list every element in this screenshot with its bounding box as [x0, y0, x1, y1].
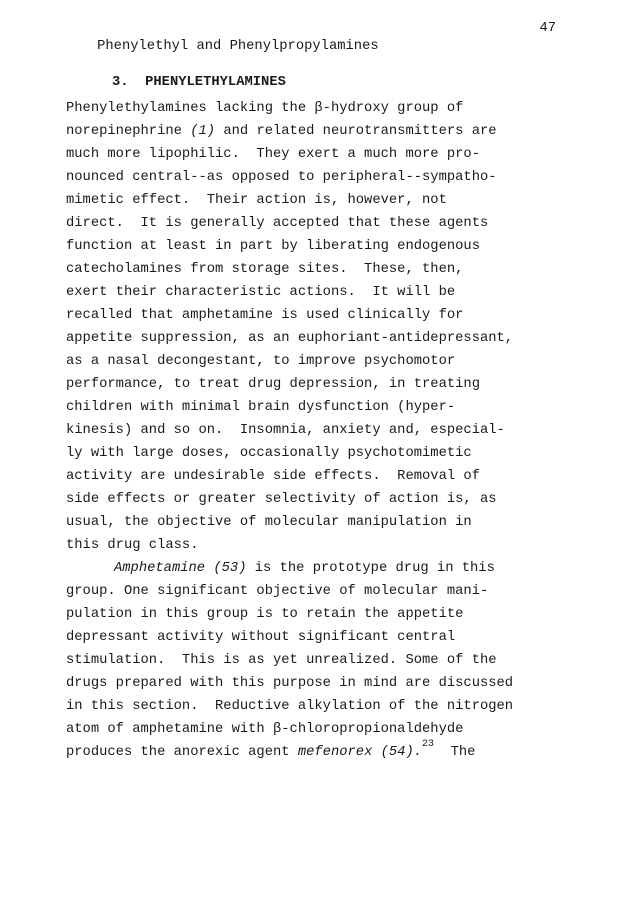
text-line: direct. It is generally accepted that these agents — [66, 216, 489, 231]
text-line: mimetic effect. Their action is, however, not — [66, 193, 447, 208]
text-line: this drug class. — [66, 538, 199, 553]
text-line: norepinephrine (1) and related neurotransmitters are — [66, 124, 497, 139]
text-line: activity are undesirable side effects. Removal of — [66, 469, 480, 484]
text-line: much more lipophilic. They exert a much more pro- — [66, 147, 480, 162]
section-heading — [112, 74, 286, 92]
page-number: 47 — [539, 21, 556, 36]
text-line: pulation in this group is to retain the appetite — [66, 607, 464, 622]
text-line: as a nasal decongestant, to improve psychomotor — [66, 354, 456, 369]
text-line: appetite suppression, as an euphoriant-antidepressant, — [66, 331, 514, 346]
text-line: performance, to treat drug depression, in treating — [66, 377, 480, 392]
text-line: exert their characteristic actions. It will be — [66, 285, 456, 300]
text-line: catecholamines from storage sites. These, then, — [66, 262, 464, 277]
text-line: side effects or greater selectivity of action is, as — [66, 492, 497, 507]
section-title: PHENYLETHYLAMINES — [145, 75, 286, 90]
text-line: drugs prepared with this purpose in mind are discussed — [66, 676, 514, 691]
text-line: recalled that amphetamine is used clinically for — [66, 308, 464, 323]
body-text — [66, 97, 576, 764]
text-line: children with minimal brain dysfunction (hyper- — [66, 400, 456, 415]
text-line: atom of amphetamine with β-chloropropionaldehyde — [66, 722, 464, 737]
text-line: produces the anorexic agent mefenorex (54).$^{23}$ The — [66, 739, 476, 760]
text-line: depressant activity without significant central — [66, 630, 456, 645]
section-number: 3. — [112, 75, 129, 90]
text-line: Phenylethylamines lacking the β-hydroxy group of — [66, 101, 464, 116]
running-title: Phenylethyl and Phenylpropylamines — [97, 39, 379, 54]
text-line: function at least in part by liberating endogenous — [66, 239, 480, 254]
text-line: usual, the objective of molecular manipulation in — [66, 515, 472, 530]
text-line: kinesis) and so on. Insomnia, anxiety and, especial- — [66, 423, 505, 438]
running-header — [64, 20, 556, 54]
text-line: nounced central--as opposed to peripheral--sympatho- — [66, 170, 497, 185]
text-line: in this section. Reductive alkylation of the nitrogen — [66, 699, 514, 714]
text-line: ly with large doses, occasionally psychotomimetic — [66, 446, 472, 461]
text-line: group. One significant objective of molecular mani- — [66, 584, 489, 599]
text-line: stimulation. This is as yet unrealized. Some of the — [66, 653, 497, 668]
text-line: Amphetamine (53) is the prototype drug in this — [114, 561, 495, 576]
